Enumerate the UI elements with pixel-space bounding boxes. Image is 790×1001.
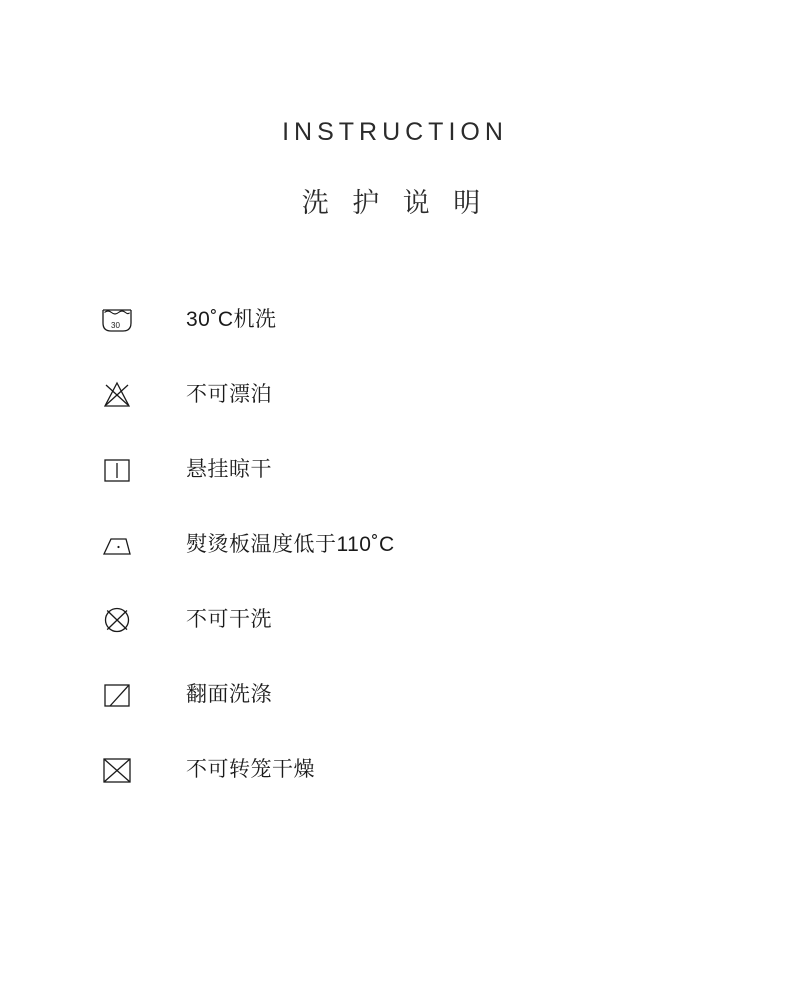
care-item-label: 不可漂泊 — [186, 383, 272, 406]
list-item — [100, 282, 790, 357]
wash-inside-out-icon — [100, 680, 186, 710]
machine-wash-temp-label: 30 — [111, 320, 120, 330]
care-item-label: 30˚C机洗 — [186, 308, 277, 331]
page-title-english: INSTRUCTION — [282, 118, 508, 146]
care-item-label: 不可干洗 — [186, 608, 272, 631]
do-not-dry-clean-icon — [100, 605, 186, 635]
list-item — [100, 507, 790, 582]
list-item — [100, 657, 790, 732]
care-item-label: 不可转笼干燥 — [186, 758, 315, 781]
list-item — [100, 732, 790, 807]
care-item-label: 翻面洗涤 — [186, 683, 272, 706]
care-instruction-page — [0, 118, 790, 1001]
care-item-label: 悬挂晾干 — [186, 458, 272, 481]
list-item — [100, 432, 790, 507]
do-not-tumble-dry-icon — [100, 755, 186, 785]
iron-low-temp-icon — [100, 530, 186, 560]
list-item — [100, 357, 790, 432]
list-item — [100, 582, 790, 657]
care-item-label: 熨烫板温度低于110˚C — [186, 533, 395, 556]
do-not-bleach-icon — [100, 380, 186, 410]
care-symbol-list — [0, 282, 790, 807]
line-dry-icon — [100, 455, 186, 485]
page-title-chinese: 洗 护 说 明 — [301, 188, 489, 218]
machine-wash-30-icon — [100, 305, 186, 335]
